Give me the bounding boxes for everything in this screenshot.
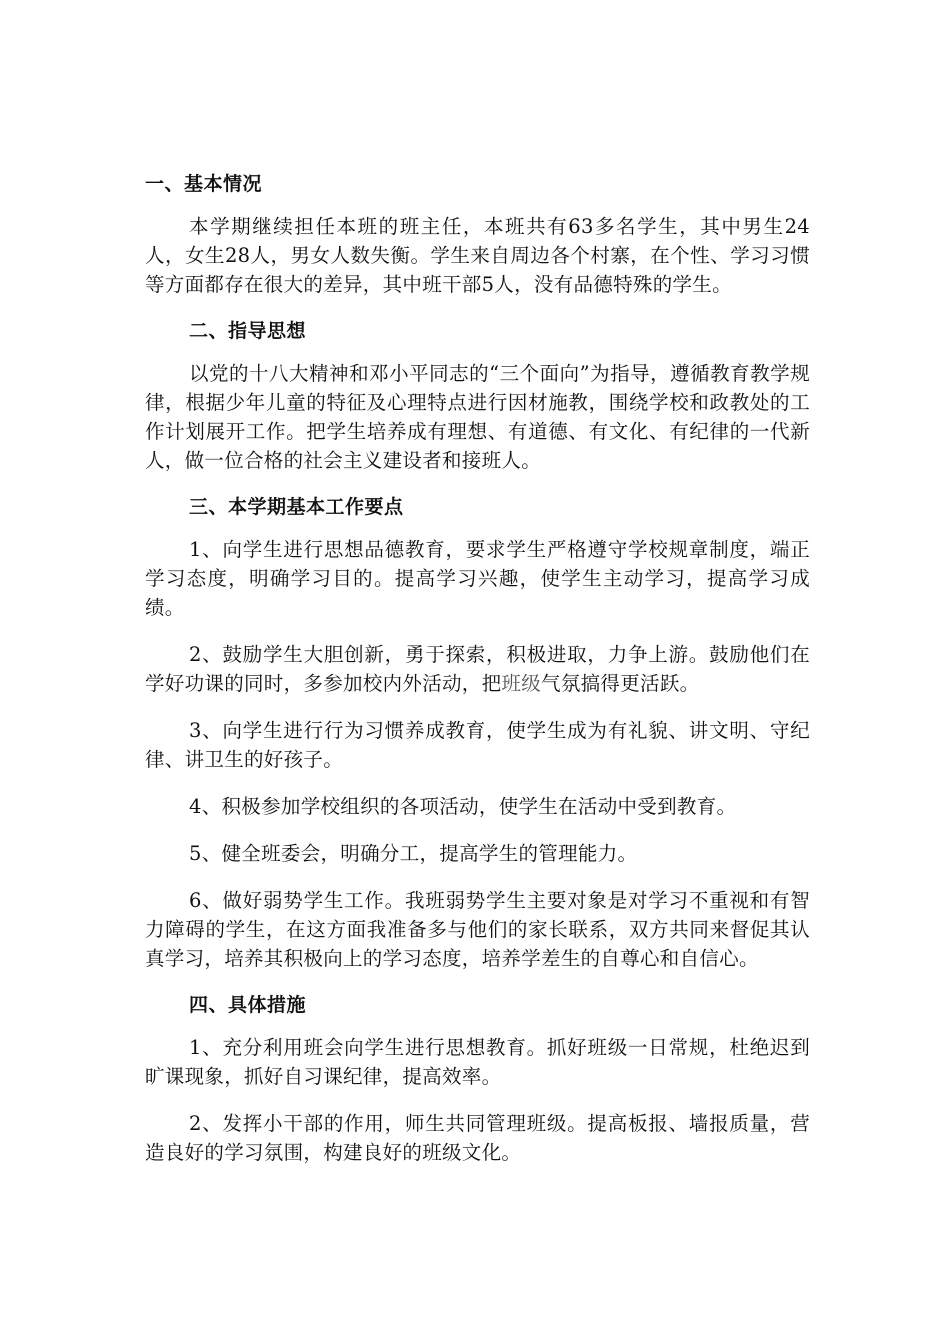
paragraph-guiding-ideology: 以党的十八大精神和邓小平同志的“三个面向”为指导，遵循教育教学规律，根据少年儿童的特征及心理特点进行因材施教，围绕学校和政教处的工作计划展开工作。把学生培养成有理想、有道德、有文化、有纪律的一代新人，做一位合格的社会主义建设者和接班人。 [145,362,810,472]
work-point-2-text-after: 气氛搞得更活跃。 [541,672,700,695]
work-point-1: 1、向学生进行思想品德教育，要求学生严格遵守学校规章制度，端正学习态度，明确学习目的。提高学习兴趣，使学生主动学习，提高学习成绩。 [145,538,810,619]
work-point-5: 5、健全班委会，明确分工，提高学生的管理能力。 [189,842,638,865]
measure-1: 1、充分利用班会向学生进行思想教育。抓好班级一日常规，杜绝迟到旷课现象，抓好自习课纪律，提高效率。 [145,1036,810,1088]
document-page [145,170,810,1185]
work-point-6: 6、做好弱势学生工作。我班弱势学生主要对象是对学习不重视和有智力障碍的学生，在这方面我准备多与他们的家长联系，双方共同来督促其认真学习，培养其积极向上的学习态度，培养学差生的自尊心和自信心。 [145,889,810,970]
section-heading-work-points: 三、本学期基本工作要点 [189,496,404,518]
work-point-2-text-before: 2、鼓励学生大胆创新，勇于探索，积极进取，力争上游。鼓励他们在学好功课的同时，多参加校内外活动，把 [145,643,810,695]
section-heading-basic-situation: 一、基本情况 [145,173,263,195]
work-point-2 [145,640,810,698]
work-point-3: 3、向学生进行行为习惯养成教育，使学生成为有礼貌、讲文明、守纪律、讲卫生的好孩子。 [145,719,810,771]
section-heading-specific-measures: 四、具体措施 [189,994,307,1016]
section-heading-guiding-ideology: 二、指导思想 [189,320,307,342]
measure-2: 2、发挥小干部的作用，师生共同管理班级。提高板报、墙报质量，营造良好的学习氛围，构建良好的班级文化。 [145,1112,810,1164]
work-point-4: 4、积极参加学校组织的各项活动，使学生在活动中受到教育。 [189,795,737,818]
work-point-2-highlight: 班级 [501,672,542,695]
paragraph-basic-situation: 本学期继续担任本班的班主任，本班共有63多名学生，其中男生24人，女生28人，男女人数失衡。学生来自周边各个村寨，在个性、学习习惯等方面都存在很大的差异，其中班干部5人，没有品德特殊的学生。 [145,215,810,296]
